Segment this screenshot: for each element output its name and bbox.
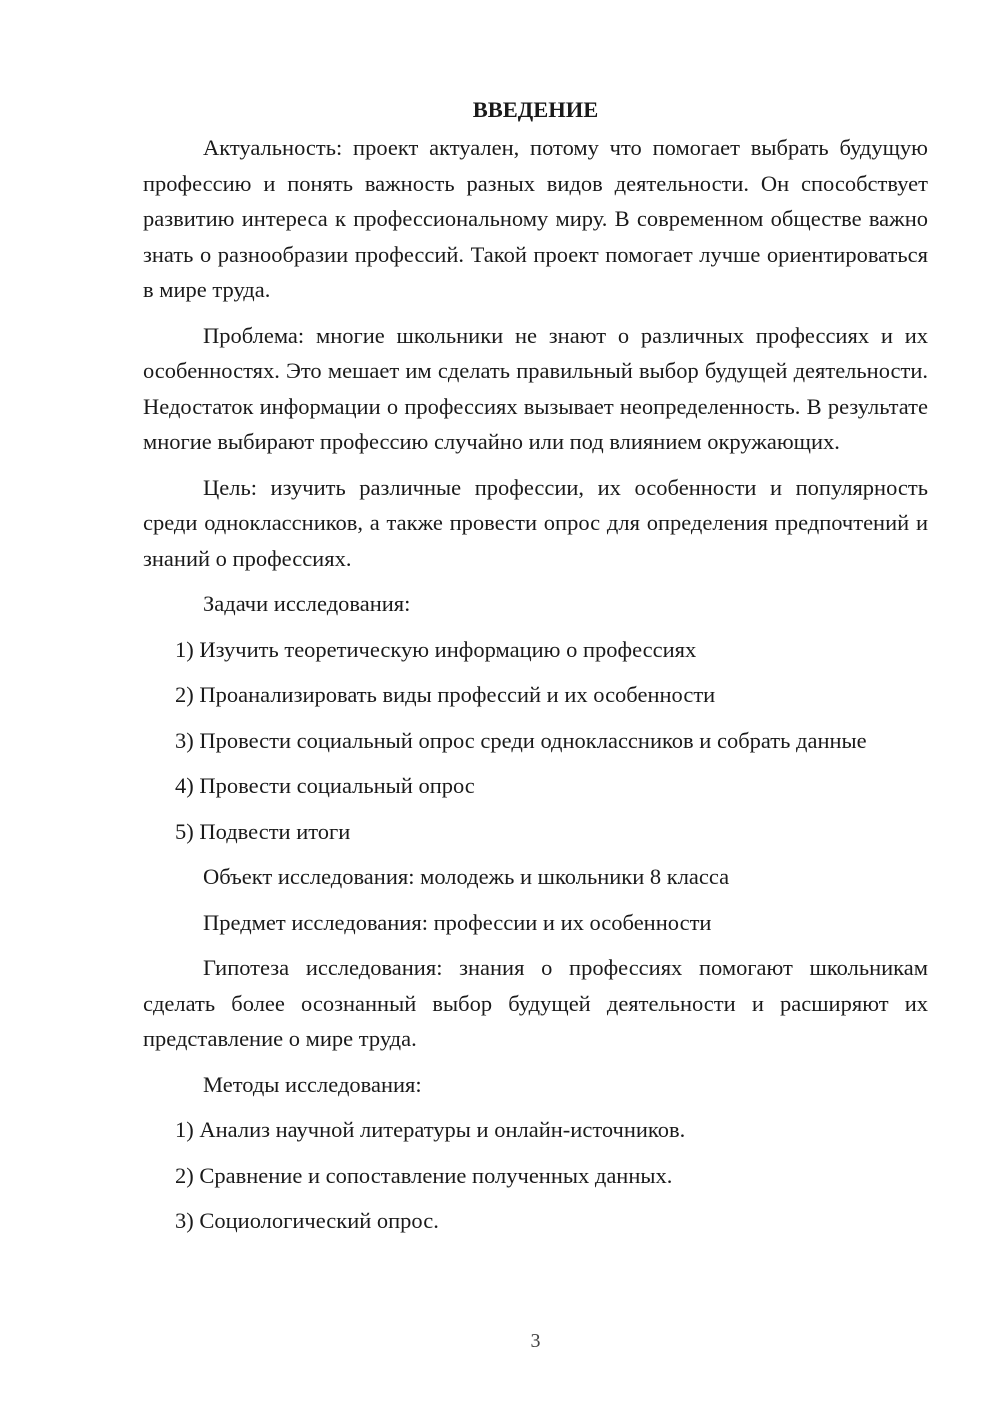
task-item-1: 1) Изучить теоретическую информацию о профессиях [175, 636, 697, 662]
method-item-3: 3) Социологический опрос. [175, 1208, 439, 1233]
methods-heading: Методы исследования: [203, 1071, 422, 1097]
method-item-1: 1) Анализ научной литературы и онлайн-источников. [175, 1117, 686, 1142]
problem-paragraph: Проблема: многие школьники не знают о различных профессиях и их особенностях. Это мешает им сделать правильный выбор будущей деятельности. Недостаток информации о профессиях вызывает неопределенность. В результате многие выбирают профессию случайно или под влиянием окружающих. [143, 322, 928, 454]
task-item-5: 5) Подвести итоги [175, 818, 351, 844]
task-item-4: 4) Провести социальный опрос [175, 773, 475, 798]
subject-paragraph: Предмет исследования: профессии и их особенности [203, 909, 712, 935]
task-item-3: 3) Провести социальный опрос среди одноклассников и собрать данные [175, 727, 867, 753]
tasks-heading: Задачи исследования: [203, 591, 411, 616]
document-page [143, 92, 928, 1249]
relevance-paragraph: Актуальность: проект актуален, потому что помогает выбрать будущую профессию и понять важность разных видов деятельности. Он способствует развитию интереса к профессиональному миру. В современном обществе важно знать о разнообразии профессий. Такой проект помогает лучше ориентироваться в мире труда. [143, 135, 928, 302]
hypothesis-paragraph: Гипотеза исследования: знания о профессиях помогают школьникам сделать более осознанный выбор будущей деятельности и расширяют их представление о мире труда. [143, 955, 928, 1051]
goal-paragraph: Цель: изучить различные профессии, их особенности и популярность среди одноклассников, а также провести опрос для определения предпочтений и знаний о профессиях. [143, 474, 928, 571]
method-item-2: 2) Сравнение и сопоставление полученных данных. [175, 1162, 673, 1188]
page-number: 3 [530, 1330, 541, 1352]
task-item-2: 2) Проанализировать виды профессий и их особенности [175, 682, 716, 707]
page-title: ВВЕДЕНИЕ [472, 97, 599, 122]
object-paragraph: Объект исследования: молодежь и школьники 8 класса [203, 864, 730, 889]
